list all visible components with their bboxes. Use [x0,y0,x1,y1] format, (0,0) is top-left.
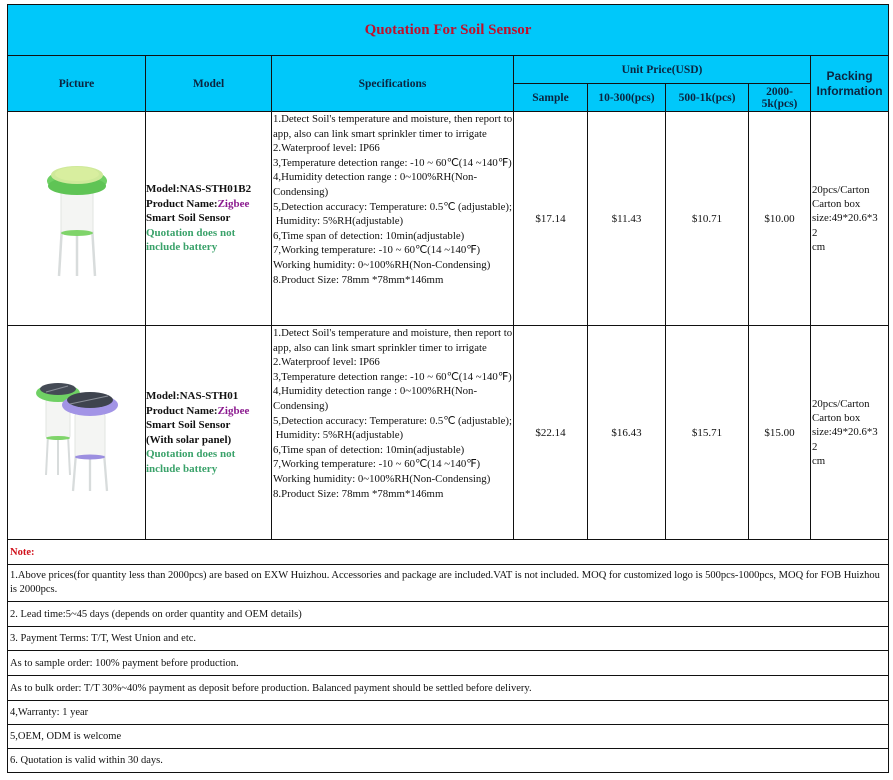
price-sample: $22.14 [514,326,588,540]
note-item: 6. Quotation is valid within 30 days. [8,749,889,773]
note-item: As to bulk order: T/T 30%~40% payment as deposit before production. Balanced payment should be settled before delivery. [8,676,889,701]
soil-sensor-green-icon [37,151,117,281]
note-row [8,565,889,602]
note-title-row [8,540,889,565]
spec-line: 8.Product Size: 78mm *78mm*146mm [273,487,444,500]
spec-line: 7,Working temperature: -10 ~ 60℃(14 ~140℉) [273,244,481,257]
spec-line: Humidity: 5%RH(adjustable) [273,215,404,228]
spec-line: Humidity: 5%RH(adjustable) [273,429,404,442]
header-tier-2000-5k: 2000-5k(pcs) [749,84,811,112]
quotation-title: Quotation For Soil Sensor [8,5,889,56]
packing-line: 20pcs/Carton [812,183,870,196]
product-name [146,404,271,419]
product-row [8,326,889,540]
header-unit-price: Unit Price(USD) [514,56,811,84]
product-type: Smart Soil Sensor [146,212,231,225]
spec-line: 5,Detection accuracy: Temperature: 0.5℃ (adjustable); [273,414,513,427]
note-row [8,749,889,773]
note-row [8,651,889,676]
packing-line: size:49*20.6*3 [812,426,878,439]
packing-line: size:49*20.6*3 [812,212,878,225]
packing-line: 2 [812,226,818,239]
product-specifications [272,112,514,326]
spec-line: 8.Product Size: 78mm *78mm*146mm [273,273,444,286]
product-variant: (With solar panel) [146,433,232,446]
note-row [8,725,889,749]
quotation-table [7,4,889,773]
product-name-zigbee: Zigbee [217,404,250,417]
header-picture: Picture [8,56,146,112]
spec-line: 3,Temperature detection range: -10 ~ 60℃(14 ~140℉) [273,156,512,169]
note-item: 5,OEM, ODM is welcome [8,725,889,749]
price-sample: $17.14 [514,112,588,326]
battery-note: Quotation does not include battery [146,226,236,254]
header-row-1 [8,56,889,84]
packing-line: cm [812,240,826,253]
note-title: Note: [8,540,889,565]
spec-line: 1.Detect Soil's temperature and moisture, then report to app, also can link smart sprinkler timer to irrigate [273,327,513,354]
price-tier-2000-5k: $15.00 [749,326,811,540]
spec-line: 2.Waterproof level: IP66 [273,142,380,155]
price-tier-500-1k: $15.71 [666,326,749,540]
packing-info [811,326,889,540]
product-model-cell [146,112,272,326]
spec-line: 4,Humidity detection range : 0~100%RH(Non-Condensing) [273,385,478,412]
packing-line: 2 [812,440,818,453]
spec-line: 6,Time span of detection: 10min(adjustable) [273,229,465,242]
product-name-zigbee: Zigbee [217,197,250,210]
product-name [146,197,271,212]
price-tier-2000-5k: $10.00 [749,112,811,326]
packing-line: cm [812,454,826,467]
spec-line: Working humidity: 0~100%RH(Non-Condensing) [273,258,491,271]
spec-line: 6,Time span of detection: 10min(adjustable) [273,443,465,456]
note-row [8,676,889,701]
header-tier-10-300: 10-300(pcs) [588,84,666,112]
product-specifications [272,326,514,540]
price-tier-500-1k: $10.71 [666,112,749,326]
product-picture [8,112,146,326]
note-item: 4,Warranty: 1 year [8,701,889,725]
spec-line: 5,Detection accuracy: Temperature: 0.5℃ (adjustable); [273,200,513,213]
header-sample: Sample [514,84,588,112]
model-number: Model:NAS-STH01 [146,390,239,402]
packing-line: Carton box [812,198,861,211]
model-number: Model:NAS-STH01B2 [146,183,252,196]
price-tier-10-300: $16.43 [588,326,666,540]
product-name-label: Product Name: [146,404,218,417]
note-item: As to sample order: 100% payment before production. [8,651,889,676]
note-row [8,701,889,725]
note-row [8,602,889,627]
spec-line: 1.Detect Soil's temperature and moisture, then report to app, also can link smart sprinkler timer to irrigate [273,113,513,140]
header-tier-500-1k: 500-1k(pcs) [666,84,749,112]
product-type: Smart Soil Sensor [146,419,231,431]
header-model: Model [146,56,272,112]
quotation-sheet [7,4,888,773]
packing-info [811,112,889,326]
spec-line: Working humidity: 0~100%RH(Non-Condensing) [273,472,491,485]
price-tier-10-300: $11.43 [588,112,666,326]
battery-note: Quotation does not include battery [146,448,236,475]
spec-line: 7,Working temperature: -10 ~ 60℃(14 ~140℉) [273,458,481,471]
product-picture [8,326,146,540]
soil-sensor-solar-pair-icon [32,365,122,495]
header-specifications: Specifications [272,56,514,112]
title-row [8,5,889,56]
product-name-label: Product Name: [146,197,218,210]
packing-line: Carton box [812,412,861,425]
spec-line: 4,Humidity detection range : 0~100%RH(Non-Condensing) [273,171,478,198]
note-row [8,627,889,651]
packing-line: 20pcs/Carton [812,397,870,410]
product-model-cell [146,326,272,540]
product-row [8,112,889,326]
spec-line: 3,Temperature detection range: -10 ~ 60℃(14 ~140℉) [273,370,512,383]
spec-line: 2.Waterproof level: IP66 [273,356,380,369]
header-packing: Packing Information [811,56,889,112]
note-item: 1.Above prices(for quantity less than 2000pcs) are based on EXW Huizhou. Accessories and package are included.VAT is not included. MOQ for customized logo is 500pcs-1000pcs, MOQ for FOB Huizhou is 2000pcs. [8,565,889,602]
note-item: 3. Payment Terms: T/T, West Union and etc. [8,627,889,651]
note-item: 2. Lead time:5~45 days (depends on order quantity and OEM details) [8,602,889,627]
